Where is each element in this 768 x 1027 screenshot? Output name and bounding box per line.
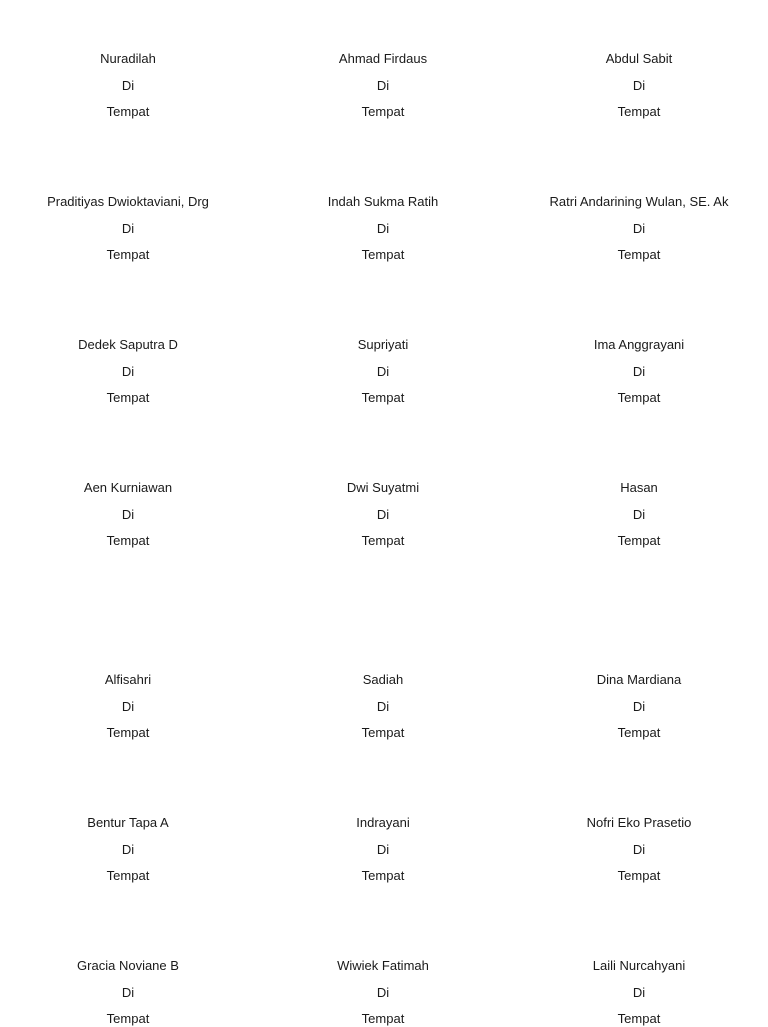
di-text: Di	[376, 363, 390, 379]
recipient-name: Nofri Eko Prasetio	[586, 815, 692, 830]
recipient-name: Ima Anggrayani	[593, 337, 685, 352]
tempat-text: Tempat	[617, 533, 661, 548]
address-label	[0, 51, 256, 120]
tempat-text: Tempat	[361, 390, 405, 405]
recipient-name: Bentur Tapa A	[87, 815, 169, 830]
tempat-text: Tempat	[106, 868, 150, 883]
tempat-text: Tempat	[617, 725, 661, 740]
di-text: Di	[632, 841, 646, 857]
recipient-name: Dedek Saputra D	[78, 337, 178, 352]
di-text: Di	[376, 698, 390, 714]
tempat-text: Tempat	[106, 247, 150, 262]
tempat-text: Tempat	[617, 1011, 661, 1026]
tempat-text: Tempat	[617, 390, 661, 405]
address-label	[511, 815, 767, 884]
tempat-text: Tempat	[106, 390, 150, 405]
recipient-name: Praditiyas Dwioktaviani, Drg	[47, 194, 209, 209]
address-label	[0, 337, 256, 406]
recipient-name: Nuradilah	[100, 51, 156, 66]
tempat-text: Tempat	[361, 104, 405, 119]
recipient-name: Ratri Andarining Wulan, SE. Ak	[549, 194, 729, 209]
recipient-name: Hasan	[620, 480, 658, 495]
di-text: Di	[632, 220, 646, 236]
di-text: Di	[376, 220, 390, 236]
address-label	[255, 672, 511, 741]
di-text: Di	[121, 506, 135, 522]
recipient-name: Dina Mardiana	[596, 672, 682, 687]
tempat-text: Tempat	[361, 1011, 405, 1026]
address-label	[0, 815, 256, 884]
recipient-name: Supriyati	[357, 337, 409, 352]
recipient-name: Alfisahri	[104, 672, 152, 687]
address-label	[511, 51, 767, 120]
tempat-text: Tempat	[106, 104, 150, 119]
tempat-text: Tempat	[106, 533, 150, 548]
di-text: Di	[632, 698, 646, 714]
di-text: Di	[121, 363, 135, 379]
tempat-text: Tempat	[361, 868, 405, 883]
tempat-text: Tempat	[617, 247, 661, 262]
address-label	[0, 958, 256, 1027]
tempat-text: Tempat	[106, 1011, 150, 1026]
recipient-name: Laili Nurcahyani	[592, 958, 686, 973]
address-label	[0, 194, 256, 263]
di-text: Di	[121, 77, 135, 93]
recipient-name: Gracia Noviane B	[77, 958, 179, 973]
di-text: Di	[632, 506, 646, 522]
address-label	[255, 51, 511, 120]
address-label	[511, 672, 767, 741]
recipient-name: Aen Kurniawan	[83, 480, 173, 495]
tempat-text: Tempat	[617, 868, 661, 883]
di-text: Di	[376, 77, 390, 93]
tempat-text: Tempat	[361, 725, 405, 740]
recipient-name: Sadiah	[362, 672, 404, 687]
di-text: Di	[376, 841, 390, 857]
address-label	[511, 337, 767, 406]
tempat-text: Tempat	[361, 247, 405, 262]
tempat-text: Tempat	[361, 533, 405, 548]
tempat-text: Tempat	[617, 104, 661, 119]
recipient-name: Indrayani	[356, 815, 410, 830]
address-label	[511, 194, 767, 263]
di-text: Di	[376, 984, 390, 1000]
recipient-name: Wiwiek Fatimah	[337, 958, 429, 973]
address-label	[255, 337, 511, 406]
recipient-name: Indah Sukma Ratih	[327, 194, 439, 209]
di-text: Di	[121, 698, 135, 714]
di-text: Di	[632, 984, 646, 1000]
address-label	[0, 480, 256, 549]
recipient-name: Dwi Suyatmi	[346, 480, 420, 495]
recipient-name: Ahmad Firdaus	[338, 51, 428, 66]
address-label	[255, 958, 511, 1027]
di-text: Di	[376, 506, 390, 522]
di-text: Di	[121, 841, 135, 857]
recipient-name: Abdul Sabit	[605, 51, 673, 66]
address-label	[511, 480, 767, 549]
di-text: Di	[121, 984, 135, 1000]
di-text: Di	[121, 220, 135, 236]
address-label	[0, 672, 256, 741]
address-label	[255, 480, 511, 549]
di-text: Di	[632, 77, 646, 93]
di-text: Di	[632, 363, 646, 379]
address-label	[255, 815, 511, 884]
address-label	[511, 958, 767, 1027]
address-label	[255, 194, 511, 263]
tempat-text: Tempat	[106, 725, 150, 740]
